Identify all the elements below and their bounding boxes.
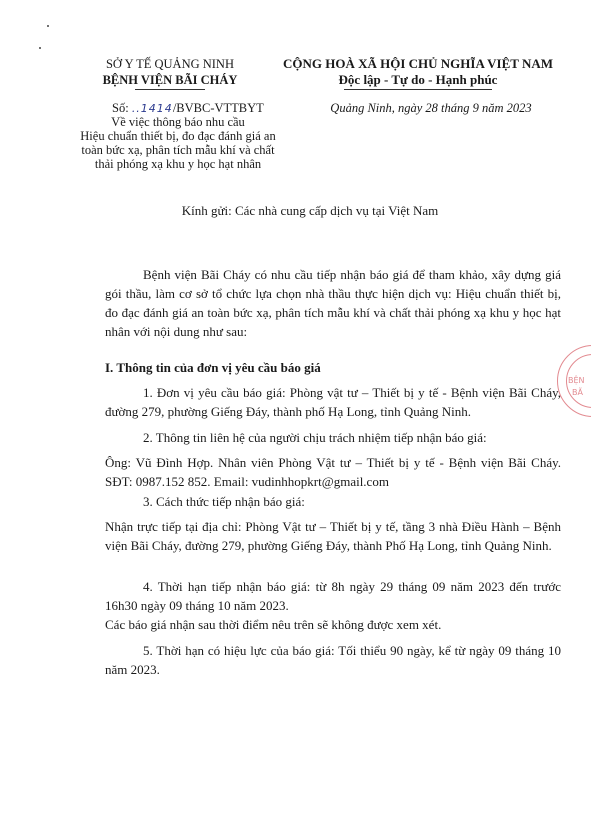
official-stamp bbox=[557, 345, 591, 417]
ministry-name: SỞ Y TẾ QUẢNG NINH bbox=[105, 57, 234, 71]
subject-line: toàn bức xạ, phân tích mẫu khí và chất bbox=[81, 143, 275, 157]
stamp-text: BỆN bbox=[568, 376, 585, 385]
paragraph-3: 3. Cách thức tiếp nhận báo giá: bbox=[143, 494, 305, 509]
subject-line: Hiệu chuẩn thiết bị, đo đạc đánh giá an bbox=[80, 129, 276, 143]
paragraph-2: 2. Thông tin liên hệ của người chịu trách nhiệm tiếp nhận báo giá: bbox=[143, 430, 487, 445]
scan-speck bbox=[39, 47, 41, 49]
paragraph-4: 4. Thời hạn tiếp nhận báo giá: từ 8h ngày 29 tháng 09 năm 2023 đến trước 16h30 ngày 09 tháng 10 năm 2023. bbox=[105, 579, 561, 613]
scan-speck bbox=[47, 25, 49, 27]
ref-prefix: Số: bbox=[112, 101, 129, 115]
paragraph-2-detail: Ông: Vũ Đình Hợp. Nhân viên Phòng Vật tư – Thiết bị y tế - Bệnh viện Bãi Cháy. SĐT: 0987.152 852. Email: vudinhhopkrt@gmail.com bbox=[105, 455, 561, 489]
intro-paragraph: Bệnh viện Bãi Cháy có nhu cầu tiếp nhận báo giá để tham khảo, xây dựng giá gói thầu, làm cơ sở tổ chức lựa chọn nhà thầu thực hiện dịch vụ: Hiệu chuẩn thiết bị, đo đạc đánh giá an toàn bức xạ, phân tích mẫu khí và chất thải phóng xạ khu y học hạt nhân với nội dung như sau: bbox=[105, 267, 561, 339]
subject-block bbox=[78, 115, 278, 171]
greeting: Kính gửi: Các nhà cung cấp dịch vụ tại Việt Nam bbox=[181, 203, 439, 218]
stamp-text: BÃ bbox=[572, 388, 583, 397]
hospital-name: BỆNH VIỆN BÃI CHÁY bbox=[102, 73, 238, 87]
paragraph-5: 5. Thời hạn có hiệu lực của báo giá: Tối thiểu 90 ngày, kể từ ngày 09 tháng 10 năm 2023. bbox=[105, 643, 561, 677]
national-motto: Độc lập - Tự do - Hạnh phúc bbox=[338, 72, 498, 87]
nation-title: CỘNG HOÀ XÃ HỘI CHỦ NGHĨA VIỆT NAM bbox=[282, 56, 554, 71]
ref-handwritten-number: ..1414 bbox=[131, 102, 173, 115]
section-title: I. Thông tin của đơn vị yêu cầu báo giá bbox=[105, 360, 321, 375]
hospital-underline bbox=[135, 89, 205, 90]
reference-number bbox=[112, 101, 264, 116]
paragraph-3-detail: Nhận trực tiếp tại địa chỉ: Phòng Vật tư – Thiết bị y tế, tầng 3 nhà Điều Hành – Bệnh viện Bãi Cháy, đường 279, phường Giếng Đáy, thành Phố Hạ Long, tỉnh Quảng Ninh. bbox=[105, 519, 561, 553]
date-line: Quảng Ninh, ngày 28 tháng 9 năm 2023 bbox=[330, 101, 532, 115]
paragraph-1: 1. Đơn vị yêu cầu báo giá: Phòng vật tư – Thiết bị y tế - Bệnh viện Bãi Cháy, đường 279, phường Giếng Đáy, thành phố Hạ Long, tỉnh Quảng Ninh. bbox=[105, 385, 561, 419]
paragraph-4-note: Các báo giá nhận sau thời điểm nêu trên sẽ không được xem xét. bbox=[105, 617, 442, 632]
subject-line: Về việc thông báo nhu cầu bbox=[111, 115, 245, 129]
subject-line: thải phóng xạ khu y học hạt nhân bbox=[94, 157, 262, 171]
motto-underline bbox=[344, 89, 492, 90]
ref-suffix: /BVBC-VTTBYT bbox=[172, 101, 264, 115]
issuer-block bbox=[70, 56, 270, 90]
national-header bbox=[268, 56, 568, 90]
